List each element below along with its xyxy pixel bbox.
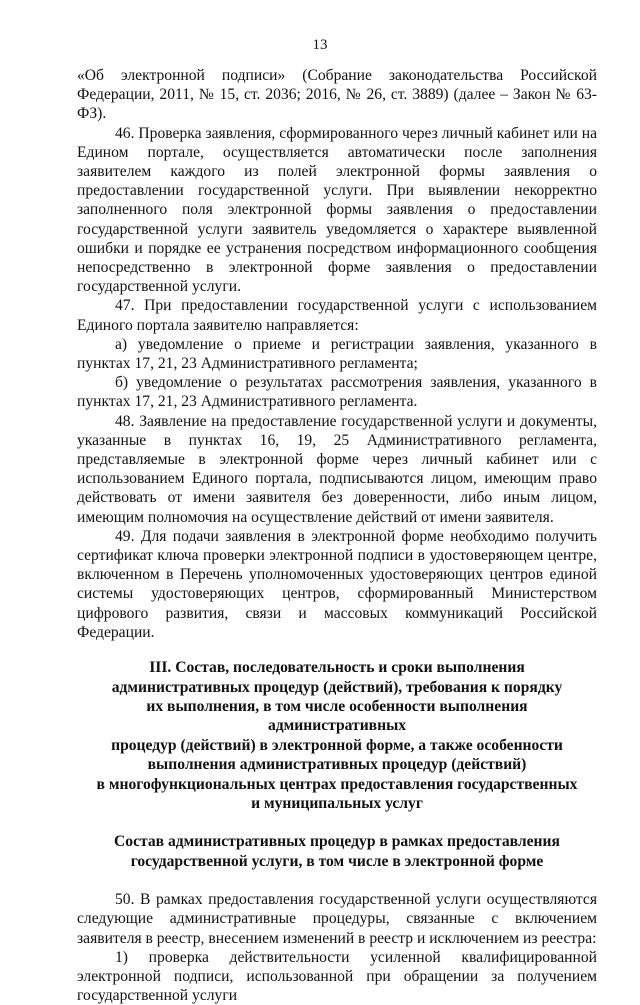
paragraph-47-a: а) уведомление о приеме и регистрации заявления, указанного в пунктах 17, 21, 23 Административного регламента;	[77, 335, 597, 373]
section-heading-line: и муниципальных услуг	[251, 794, 423, 812]
paragraph: «Об электронной подписи» (Собрание законодательства Российской Федерации, 2011, № 15, ст. 2036; 2016, № 26, ст. 3889) (далее – Закон № 63-ФЗ).	[77, 67, 597, 123]
section-heading-line: их выполнения, в том числе особенности выполнения административных	[146, 697, 528, 735]
section-heading	[77, 658, 597, 813]
section-heading-line: процедур (действий) в электронной форме, а также особенности	[111, 736, 563, 754]
section-heading-line: выполнения административных процедур (действий)	[147, 756, 527, 774]
paragraph-49: 49. Для подачи заявления в электронной форме необходимо получить сертификат ключа проверки электронной подписи в удостоверяющем центре, включенном в Перечень уполномоченных удостоверяющих центров единой системы удостоверяющих центров, сформированный Министерством цифрового развития, связи и массовых коммуникаций Российской Федерации.	[77, 527, 597, 641]
paragraph-47: 47. При предоставлении государственной услуги с использованием Единого портала заявителю направляется:	[77, 297, 597, 334]
paragraph-47-b: б) уведомление о результатах рассмотрения заявления, указанного в пунктах 17, 21, 23 Административного регламента.	[77, 374, 597, 411]
paragraph-48: 48. Заявление на предоставление государственной услуги и документы, указанные в пунктах 16, 19, 25 Административного регламента, представляемые в электронной форме через личный кабинет или с использованием Единого портала, подписываются лицом, имеющим право действовать от имени заявителя без доверенности, либо иным лицом, имеющим полномочия на осуществление действий от имени заявителя.	[77, 412, 597, 526]
paragraph-50: 50. В рамках предоставления государственной услуги осуществляются следующие административные процедуры, связанные с включением заявителя в реестр, внесением изменений в реестр и исключением из реестра:	[77, 891, 597, 947]
paragraph-46: 46. Проверка заявления, сформированного через личный кабинет или на Едином портале, осуществляется автоматически после заполнения заявителем каждого из полей электронной формы заявления о предоставлении государственной услуги. При выявлении некорректно заполненного поля электронной формы заявления о предоставлении государственной услуги заявитель уведомляется о характере выявленной ошибки и порядке ее устранения посредством информационного сообщения непосредственно в электронной форме заявления о предоставлении государственной услуги.	[77, 124, 597, 296]
section-heading-line: III. Состав, последовательность и сроки выполнения	[149, 659, 525, 677]
top-paragraphs	[77, 66, 597, 642]
subsection-heading-line: государственной услуги, в том числе в электронной форме	[130, 852, 544, 870]
page-number: 13	[312, 37, 328, 53]
subsection-heading	[77, 832, 597, 871]
bottom-paragraphs	[77, 890, 597, 1005]
section-heading-line: в многофункциональных центрах предоставления государственных	[96, 775, 578, 793]
paragraph-50-1: 1) проверка действительности усиленной квалифицированной электронной подписи, использованной при обращении за получением государственной услуги	[77, 948, 597, 1005]
section-heading-line: административных процедур (действий), требования к порядку	[111, 678, 563, 696]
subsection-heading-line: Состав административных процедур в рамках предоставления	[114, 833, 560, 851]
document-body	[77, 66, 597, 1005]
